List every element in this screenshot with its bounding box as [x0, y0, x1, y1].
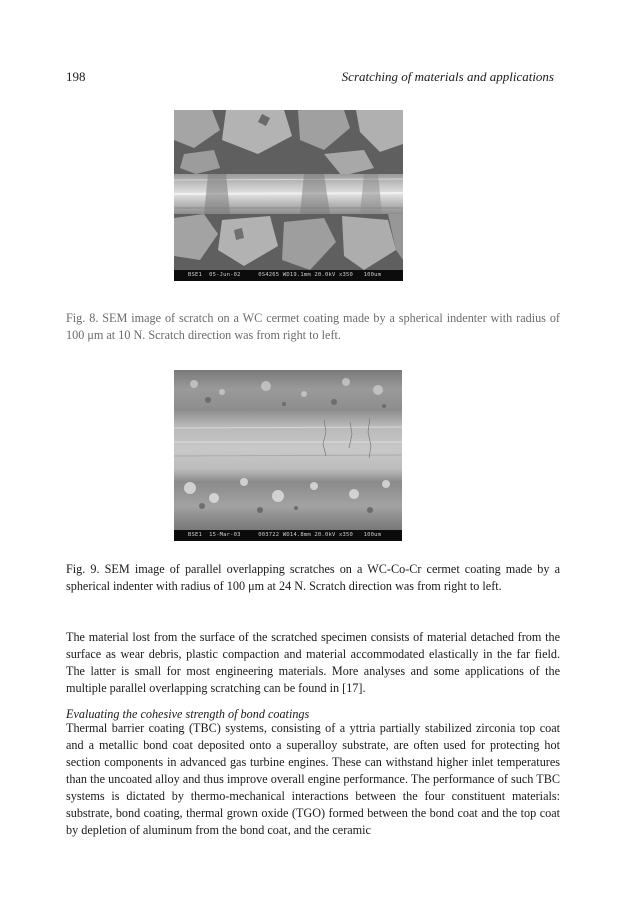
figure-8-caption: Fig. 8. SEM image of scratch on a WC cermet coating made by a spherical indenter with radius of 100 μm at 10 N. Scratch direction was from right to left.: [66, 311, 560, 342]
body-paragraph-2: Thermal barrier coating (TBC) systems, consisting of a yttria partially stabilized zirconia top coat and a metallic bond coat deposited onto a superalloy substrate, are often used for protecting hot section components in advanced gas turbine engines. These can withstand higher inlet temperatures than the uncoated alloy and thus improve overall engine performance. The performance of such TBC systems is dictated by thermo-mechanical interactions between the four constituent materials: substrate, bond coating, thermal grown oxide (TGO) formed between the bond coat and the top coat by depletion of aluminum from the bond coat, and the ceramic: [66, 721, 560, 837]
figure-8-micrograph: [174, 110, 403, 270]
page-number: 198: [66, 69, 86, 84]
figure-9-caption: Fig. 9. SEM image of parallel overlapping scratches on a WC-Co-Cr cermet coating made by a spherical indenter with radius of 100 μm at 24 N. Scratch direction was from right to left.: [66, 562, 560, 593]
figure-9-sem-image: [174, 370, 402, 541]
running-title: Scratching of materials and applications: [341, 69, 554, 84]
figure-8-databar: BSE1 05-Jun-02 0S4265 WD19.1mm 20.0kV x350 100um: [174, 270, 403, 281]
figure-8-sem-image: [174, 110, 403, 281]
body-paragraph-1: The material lost from the surface of the scratched specimen consists of material detached from the surface as wear debris, plastic compaction and material accommodated elastically in the far field. The latter is small for most engineering materials. More analyses and some applications of the multiple parallel overlapping scratching can be found in [17].: [66, 630, 560, 695]
figure-9-databar: BSE1 15-Mar-03 003722 WD14.8mm 20.0kV x350 100um: [174, 530, 402, 541]
figure-9-micrograph: [174, 370, 402, 530]
section-heading: Evaluating the cohesive strength of bond coatings: [66, 707, 310, 721]
